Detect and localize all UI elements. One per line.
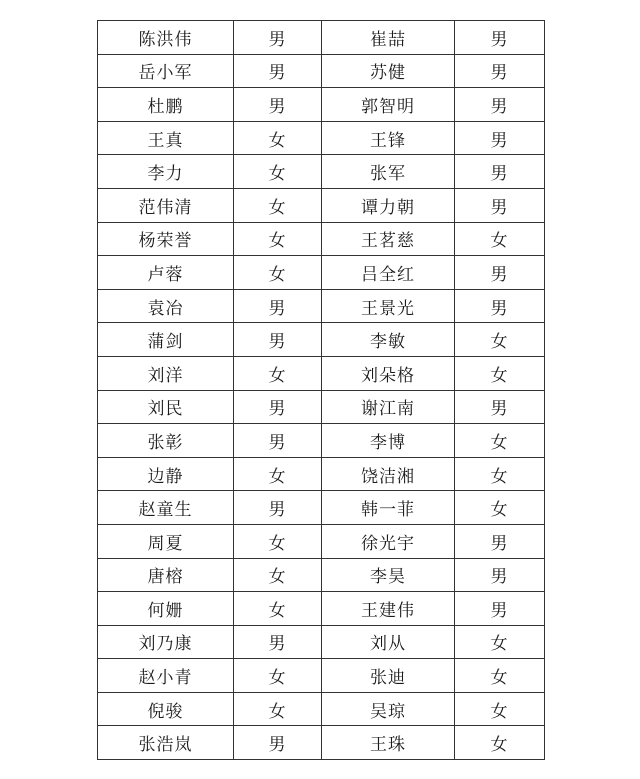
name-cell: 王茗慈 [322, 222, 455, 256]
roster-table-body [98, 21, 545, 760]
gender-cell: 男 [234, 54, 322, 88]
name-cell: 岳小军 [98, 54, 234, 88]
table-row [98, 524, 545, 558]
gender-cell: 男 [234, 424, 322, 458]
name-cell: 李力 [98, 155, 234, 189]
name-cell: 刘从 [322, 625, 455, 659]
table-row [98, 726, 545, 760]
gender-cell: 女 [234, 659, 322, 693]
name-cell: 陈洪伟 [98, 21, 234, 55]
name-cell: 谭力朝 [322, 188, 455, 222]
gender-cell: 男 [234, 323, 322, 357]
gender-cell: 男 [234, 491, 322, 525]
name-cell: 王建伟 [322, 592, 455, 626]
gender-cell: 男 [234, 625, 322, 659]
name-cell: 王真 [98, 121, 234, 155]
gender-cell: 男 [455, 155, 545, 189]
name-cell: 徐光宇 [322, 524, 455, 558]
gender-cell: 男 [455, 256, 545, 290]
name-cell: 赵小青 [98, 659, 234, 693]
table-row [98, 121, 545, 155]
gender-cell: 女 [455, 356, 545, 390]
name-cell: 杨荣誉 [98, 222, 234, 256]
table-row [98, 356, 545, 390]
name-cell: 张彰 [98, 424, 234, 458]
name-cell: 袁冶 [98, 289, 234, 323]
table-row [98, 457, 545, 491]
name-cell: 刘洋 [98, 356, 234, 390]
gender-cell: 女 [455, 692, 545, 726]
gender-cell: 男 [455, 558, 545, 592]
name-cell: 边静 [98, 457, 234, 491]
table-row [98, 625, 545, 659]
name-cell: 王珠 [322, 726, 455, 760]
gender-cell: 男 [234, 21, 322, 55]
name-cell: 倪骏 [98, 692, 234, 726]
table-row [98, 54, 545, 88]
gender-cell: 女 [455, 659, 545, 693]
gender-cell: 女 [455, 726, 545, 760]
table-row [98, 323, 545, 357]
gender-cell: 男 [455, 390, 545, 424]
name-cell: 刘乃康 [98, 625, 234, 659]
gender-cell: 男 [455, 524, 545, 558]
table-row [98, 222, 545, 256]
name-cell: 赵童生 [98, 491, 234, 525]
gender-cell: 女 [234, 592, 322, 626]
gender-cell: 女 [234, 155, 322, 189]
name-cell: 韩一菲 [322, 491, 455, 525]
gender-cell: 男 [455, 21, 545, 55]
gender-cell: 男 [234, 726, 322, 760]
name-cell: 刘民 [98, 390, 234, 424]
gender-cell: 男 [234, 390, 322, 424]
name-cell: 饶洁湘 [322, 457, 455, 491]
table-row [98, 21, 545, 55]
name-cell: 崔喆 [322, 21, 455, 55]
table-row [98, 155, 545, 189]
gender-cell: 男 [455, 121, 545, 155]
name-cell: 李博 [322, 424, 455, 458]
name-cell: 张浩岚 [98, 726, 234, 760]
gender-cell: 男 [455, 188, 545, 222]
table-row [98, 188, 545, 222]
name-cell: 吕全红 [322, 256, 455, 290]
table-row [98, 424, 545, 458]
gender-cell: 女 [455, 424, 545, 458]
gender-cell: 女 [234, 558, 322, 592]
name-cell: 李昊 [322, 558, 455, 592]
table-row [98, 592, 545, 626]
gender-cell: 女 [234, 692, 322, 726]
gender-cell: 男 [234, 289, 322, 323]
table-row [98, 692, 545, 726]
name-cell: 王锋 [322, 121, 455, 155]
name-cell: 杜鹏 [98, 88, 234, 122]
gender-cell: 女 [234, 188, 322, 222]
name-cell: 范伟清 [98, 188, 234, 222]
name-cell: 郭智明 [322, 88, 455, 122]
table-row [98, 88, 545, 122]
name-cell: 蒲剑 [98, 323, 234, 357]
name-cell: 刘朵格 [322, 356, 455, 390]
gender-cell: 男 [455, 592, 545, 626]
gender-cell: 女 [455, 457, 545, 491]
roster-table [97, 20, 545, 760]
name-cell: 何姗 [98, 592, 234, 626]
name-cell: 卢蓉 [98, 256, 234, 290]
table-row [98, 390, 545, 424]
gender-cell: 男 [234, 88, 322, 122]
table-row [98, 289, 545, 323]
gender-cell: 女 [455, 491, 545, 525]
name-cell: 张军 [322, 155, 455, 189]
table-row [98, 256, 545, 290]
gender-cell: 男 [455, 54, 545, 88]
name-cell: 周夏 [98, 524, 234, 558]
gender-cell: 男 [455, 289, 545, 323]
gender-cell: 男 [455, 88, 545, 122]
gender-cell: 女 [234, 356, 322, 390]
name-cell: 谢江南 [322, 390, 455, 424]
name-cell: 王景光 [322, 289, 455, 323]
gender-cell: 女 [234, 222, 322, 256]
gender-cell: 女 [234, 524, 322, 558]
table-row [98, 491, 545, 525]
gender-cell: 女 [455, 222, 545, 256]
gender-cell: 女 [234, 256, 322, 290]
gender-cell: 女 [234, 457, 322, 491]
name-cell: 唐榕 [98, 558, 234, 592]
table-row [98, 659, 545, 693]
name-cell: 苏健 [322, 54, 455, 88]
table-row [98, 558, 545, 592]
name-cell: 张迪 [322, 659, 455, 693]
gender-cell: 女 [455, 625, 545, 659]
name-cell: 李敏 [322, 323, 455, 357]
name-cell: 吴琼 [322, 692, 455, 726]
gender-cell: 女 [234, 121, 322, 155]
gender-cell: 女 [455, 323, 545, 357]
